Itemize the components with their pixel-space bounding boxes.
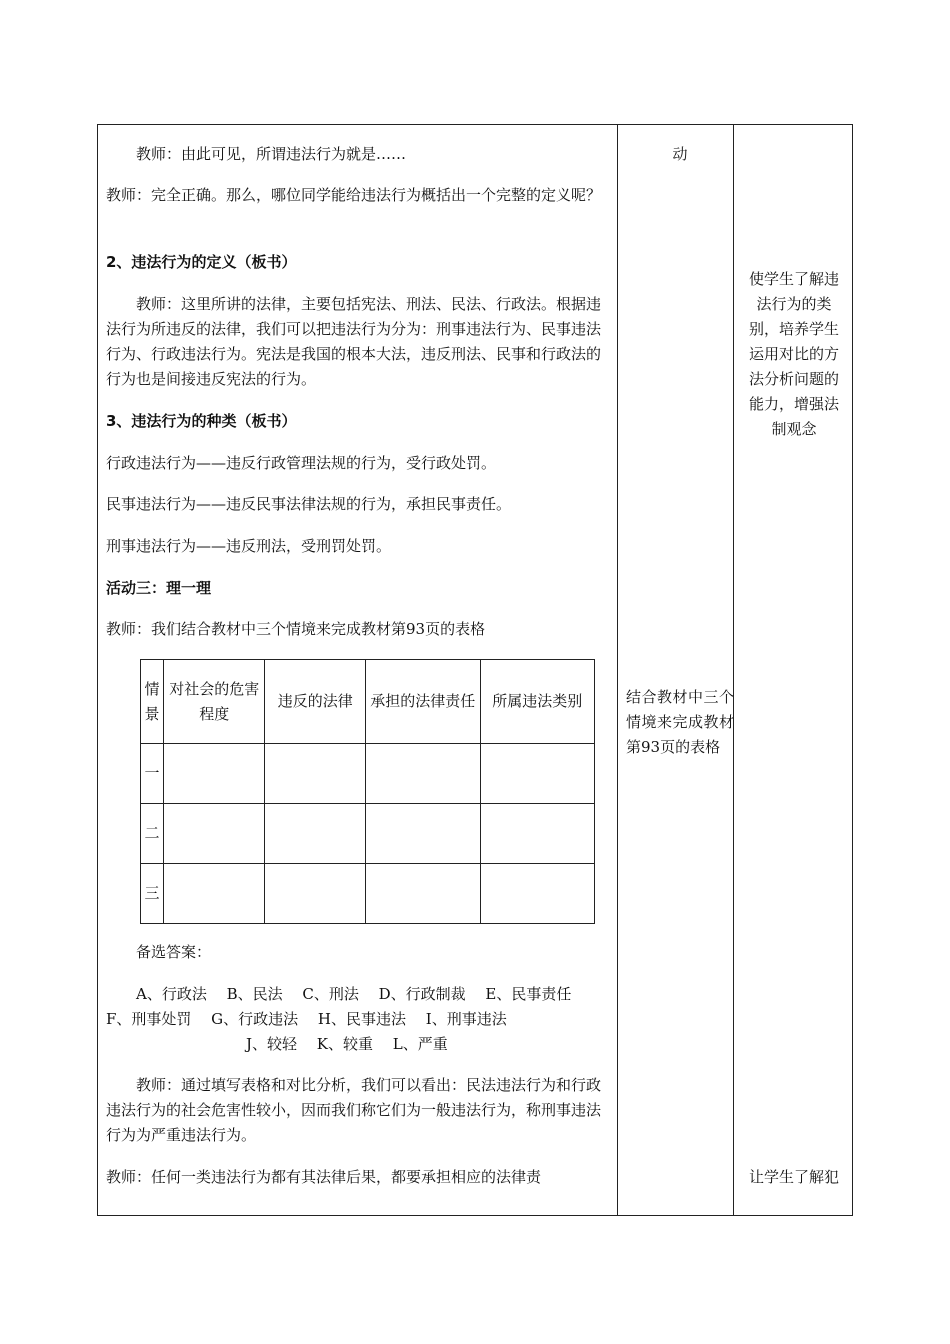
table-cell	[163, 804, 265, 864]
table-cell	[366, 744, 480, 804]
section-heading: 3、违法行为的种类（板书）	[106, 412, 297, 430]
student-activity-text: 结合教材中三个情境来完成教材第93页的表格	[626, 688, 734, 756]
table-cell	[265, 744, 366, 804]
paragraph: 教师：由此可见，所谓违法行为就是……	[136, 145, 407, 163]
lesson-plan-table	[97, 124, 853, 1216]
table-header-cell: 所属违法类别	[480, 660, 595, 744]
paragraph: 教师：这里所讲的法律，主要包括宪法、刑法、民法、行政法。根据违法行为所违反的法律，我们可以把违法行为分为：刑事违法行为、民事违法行为、行政违法行为。宪法是我国的根本大法，违反刑法、民事和行政法的行为也是间接违反宪法的行为。	[106, 295, 602, 388]
answer-options: J、较轻 K、较重 L、严重	[246, 1035, 448, 1053]
student-activity-top: 动	[672, 145, 688, 163]
answer-options: A、行政法 B、民法 C、刑法 D、行政制裁 E、民事责任 F、刑事处罚 G、行政违法 H、民事违法 I、刑事违法	[106, 985, 587, 1028]
design-intent-bottom: 让学生了解犯	[748, 1168, 839, 1186]
table-cell	[265, 804, 366, 864]
table-cell	[163, 744, 265, 804]
answer-label: 备选答案：	[136, 943, 212, 961]
paragraph: 教师：完全正确。那么，哪位同学能给违法行为概括出一个完整的定义呢？	[106, 186, 602, 204]
table-cell	[480, 864, 595, 924]
section-heading: 2、违法行为的定义（板书）	[106, 253, 297, 271]
table-row-label: 二	[141, 804, 164, 864]
table-header-cell: 情景	[141, 660, 164, 744]
paragraph: 民事违法行为——违反民事法律法规的行为，承担民事责任。	[106, 495, 512, 513]
table-header-cell: 承担的法律责任	[366, 660, 480, 744]
table-cell	[163, 864, 265, 924]
paragraph: 刑事违法行为——违反刑法，受刑罚处罚。	[106, 537, 392, 555]
design-intent-text: 使学生了解违法行为的类别，培养学生运用对比的方法分析问题的能力，增强法制观念	[748, 270, 839, 438]
paragraph: 教师：任何一类违法行为都有其法律后果，都要承担相应的法律责	[106, 1168, 542, 1186]
table-header-cell: 违反的法律	[265, 660, 366, 744]
section-heading: 活动三：理一理	[106, 579, 212, 597]
table-row-label: 三	[141, 864, 164, 924]
paragraph: 教师：我们结合教材中三个情境来完成教材第93页的表格	[106, 620, 486, 638]
paragraph: 行政违法行为——违反行政管理法规的行为，受行政处罚。	[106, 454, 497, 472]
table-cell	[480, 804, 595, 864]
table-header-cell: 对社会的危害程度	[163, 660, 265, 744]
column-divider	[617, 125, 618, 1215]
scenario-table	[140, 659, 595, 924]
table-cell	[480, 744, 595, 804]
table-cell	[366, 864, 480, 924]
paragraph: 教师：通过填写表格和对比分析，我们可以看出：民法违法行为和行政违法行为的社会危害性较小，因而我们称它们为一般违法行为，称刑事违法行为为严重违法行为。	[106, 1076, 602, 1144]
table-cell	[366, 804, 480, 864]
table-cell	[265, 864, 366, 924]
table-row-label: 一	[141, 744, 164, 804]
column-divider	[733, 125, 734, 1215]
